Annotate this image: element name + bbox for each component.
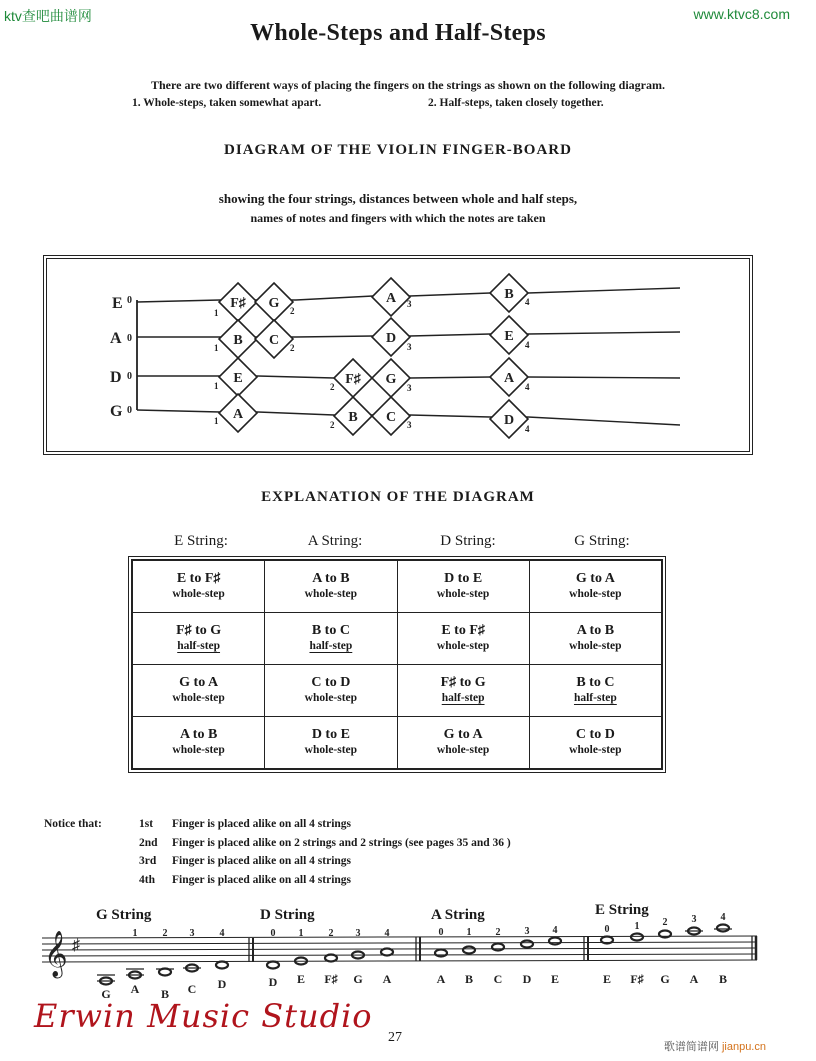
note-a-e: E	[504, 329, 514, 344]
page-title: Whole-Steps and Half-Steps	[250, 20, 546, 46]
notice-ordinal-3: 3rd	[139, 855, 157, 867]
svg-text:1: 1	[214, 343, 219, 353]
svg-text:B: B	[718, 972, 728, 986]
svg-text:D: D	[268, 975, 278, 989]
svg-text:2: 2	[290, 306, 295, 316]
svg-text:4: 4	[219, 928, 225, 939]
note-a-c: C	[268, 333, 280, 348]
note-a-d: D	[385, 331, 397, 346]
table-cell: E to F♯ whole-step	[397, 613, 529, 665]
table-row	[133, 561, 662, 613]
svg-text:2: 2	[330, 420, 335, 430]
notice-text-3: Finger is placed alike on all 4 strings	[172, 855, 352, 867]
note-g-b: B	[348, 410, 358, 425]
explanation-table	[128, 556, 666, 773]
svg-text:F♯: F♯	[630, 972, 644, 986]
staff-label-d-string: D String	[260, 907, 315, 923]
svg-text:F♯: F♯	[324, 972, 338, 986]
table-cell: G to A whole-step	[133, 665, 265, 717]
svg-text:3: 3	[524, 926, 530, 937]
svg-text:1: 1	[298, 928, 304, 939]
svg-text:G: G	[660, 972, 670, 986]
svg-text:E: E	[296, 972, 306, 986]
svg-text:A: A	[436, 972, 446, 986]
svg-text:0: 0	[438, 927, 444, 938]
svg-text:3: 3	[691, 914, 697, 925]
svg-text:2: 2	[328, 928, 334, 939]
svg-text:B: B	[464, 972, 474, 986]
notice-ordinal-2: 2nd	[139, 837, 158, 849]
notice-label: Notice that:	[44, 818, 102, 830]
column-header-d-string: D String:	[440, 533, 496, 549]
svg-text:4: 4	[720, 912, 726, 923]
staff-label-g-string: G String	[96, 907, 152, 923]
diagram-subtitle-1: showing the four strings, distances between whole and half steps,	[218, 191, 578, 206]
svg-text:4: 4	[525, 382, 530, 392]
svg-text:C: C	[493, 972, 503, 986]
svg-text:A: A	[382, 972, 392, 986]
notice-ordinal-4: 4th	[139, 874, 155, 886]
svg-text:2: 2	[495, 927, 501, 938]
sharp-key-signature-icon: ♯	[72, 937, 80, 954]
svg-text:0: 0	[127, 295, 132, 306]
table-cell: G to A whole-step	[529, 561, 661, 613]
svg-text:0: 0	[127, 333, 132, 344]
studio-watermark: Erwin Music Studio	[34, 997, 373, 1035]
note-d-g: G	[385, 372, 397, 387]
svg-text:A: A	[689, 972, 699, 986]
note-e-a: A	[385, 291, 397, 306]
svg-text:0: 0	[127, 405, 132, 416]
note-d-f-sharp: F♯	[345, 372, 361, 387]
table-cell: A to B whole-step	[133, 717, 265, 769]
column-header-e-string: E String:	[174, 533, 228, 549]
svg-text:2: 2	[662, 917, 668, 928]
svg-text:C: C	[187, 982, 197, 996]
svg-text:E: E	[550, 972, 560, 986]
intro-point-2: 2. Half-steps, taken closely together.	[428, 97, 604, 109]
table-cell: A to B whole-step	[529, 613, 661, 665]
svg-text:0: 0	[604, 924, 610, 935]
table-cell: C to D whole-step	[265, 665, 397, 717]
table-row	[133, 665, 662, 717]
treble-clef-icon: 𝄞	[44, 931, 68, 976]
string-label-g: G	[110, 403, 123, 420]
table-cell: B to C half-step	[529, 665, 661, 717]
svg-text:G: G	[101, 987, 111, 1001]
diagram-subtitle-2: names of notes and fingers with which the notes are taken	[250, 211, 546, 225]
svg-text:4: 4	[552, 925, 558, 936]
table-cell: D to E whole-step	[265, 717, 397, 769]
svg-text:2: 2	[162, 928, 168, 939]
svg-text:4: 4	[384, 928, 390, 939]
svg-text:1: 1	[214, 416, 219, 426]
svg-text:3: 3	[407, 383, 412, 393]
staff-label-e-string: E String	[595, 902, 649, 918]
note-d-a: A	[503, 371, 515, 386]
table-row	[133, 717, 662, 769]
note-a-b: B	[233, 333, 243, 348]
watermark-top-left: ktv查吧曲谱网	[4, 8, 92, 24]
string-label-d: D	[110, 369, 122, 386]
intro-text: There are two different ways of placing the fingers on the strings as shown on the following diagram.	[151, 78, 665, 92]
svg-text:3: 3	[407, 420, 412, 430]
svg-text:G: G	[353, 972, 363, 986]
note-e-f-sharp: F♯	[230, 296, 246, 311]
notice-text-2: Finger is placed alike on 2 strings and 2 strings (see pages 35 and 36 )	[172, 837, 511, 849]
table-row	[133, 613, 662, 665]
column-header-g-string: G String:	[574, 533, 630, 549]
note-e-b: B	[504, 287, 514, 302]
table-cell: G to A whole-step	[397, 717, 529, 769]
table-cell: D to E whole-step	[397, 561, 529, 613]
string-label-e: E	[112, 295, 123, 312]
svg-text:0: 0	[127, 371, 132, 382]
watermark-bottom-right: 歌谱简谱网 jianpu.cn	[663, 1041, 766, 1053]
svg-text:3: 3	[355, 928, 361, 939]
note-d-e: E	[233, 371, 243, 386]
svg-text:E: E	[602, 972, 612, 986]
svg-text:4: 4	[525, 424, 530, 434]
note-g-a: A	[232, 407, 244, 422]
explanation-heading: EXPLANATION OF THE DIAGRAM	[261, 489, 535, 505]
svg-text:1: 1	[132, 928, 138, 939]
diagram-heading: DIAGRAM OF THE VIOLIN FINGER-BOARD	[224, 142, 572, 158]
notice-text-4: Finger is placed alike on all 4 strings	[172, 874, 352, 886]
svg-text:1: 1	[466, 927, 472, 938]
svg-text:0: 0	[270, 928, 276, 939]
table-cell: C to D whole-step	[529, 717, 661, 769]
note-g-d: D	[503, 413, 515, 428]
intro-point-1: 1. Whole-steps, taken somewhat apart.	[132, 97, 322, 109]
watermark-top-right: www.ktvc8.com	[693, 6, 790, 22]
svg-text:3: 3	[407, 299, 412, 309]
table-cell: B to C half-step	[265, 613, 397, 665]
staff-label-a-string: A String	[431, 907, 485, 923]
svg-text:D: D	[522, 972, 532, 986]
table-cell: A to B whole-step	[265, 561, 397, 613]
notice-ordinal-1: 1st	[139, 818, 154, 830]
note-g-c: C	[385, 410, 397, 425]
svg-text:3: 3	[407, 342, 412, 352]
svg-text:1: 1	[214, 308, 219, 318]
svg-text:4: 4	[525, 340, 530, 350]
svg-text:1: 1	[214, 381, 219, 391]
note-e-g: G	[268, 296, 280, 311]
page-number: 27	[388, 1030, 402, 1045]
svg-text:1: 1	[634, 921, 640, 932]
table-cell: F♯ to G half-step	[397, 665, 529, 717]
table-cell: E to F♯ whole-step	[133, 561, 265, 613]
notice-text-1: Finger is placed alike on all 4 strings	[172, 818, 352, 830]
svg-text:2: 2	[290, 343, 295, 353]
svg-text:B: B	[160, 987, 170, 1001]
fingerboard-diagram	[0, 0, 796, 470]
svg-text:4: 4	[525, 297, 530, 307]
column-header-a-string: A String:	[307, 533, 363, 549]
svg-text:D: D	[217, 977, 227, 991]
svg-text:A: A	[130, 982, 140, 996]
string-label-a: A	[110, 330, 122, 347]
svg-text:2: 2	[330, 382, 335, 392]
svg-text:3: 3	[189, 928, 195, 939]
table-cell: F♯ to G half-step	[133, 613, 265, 665]
